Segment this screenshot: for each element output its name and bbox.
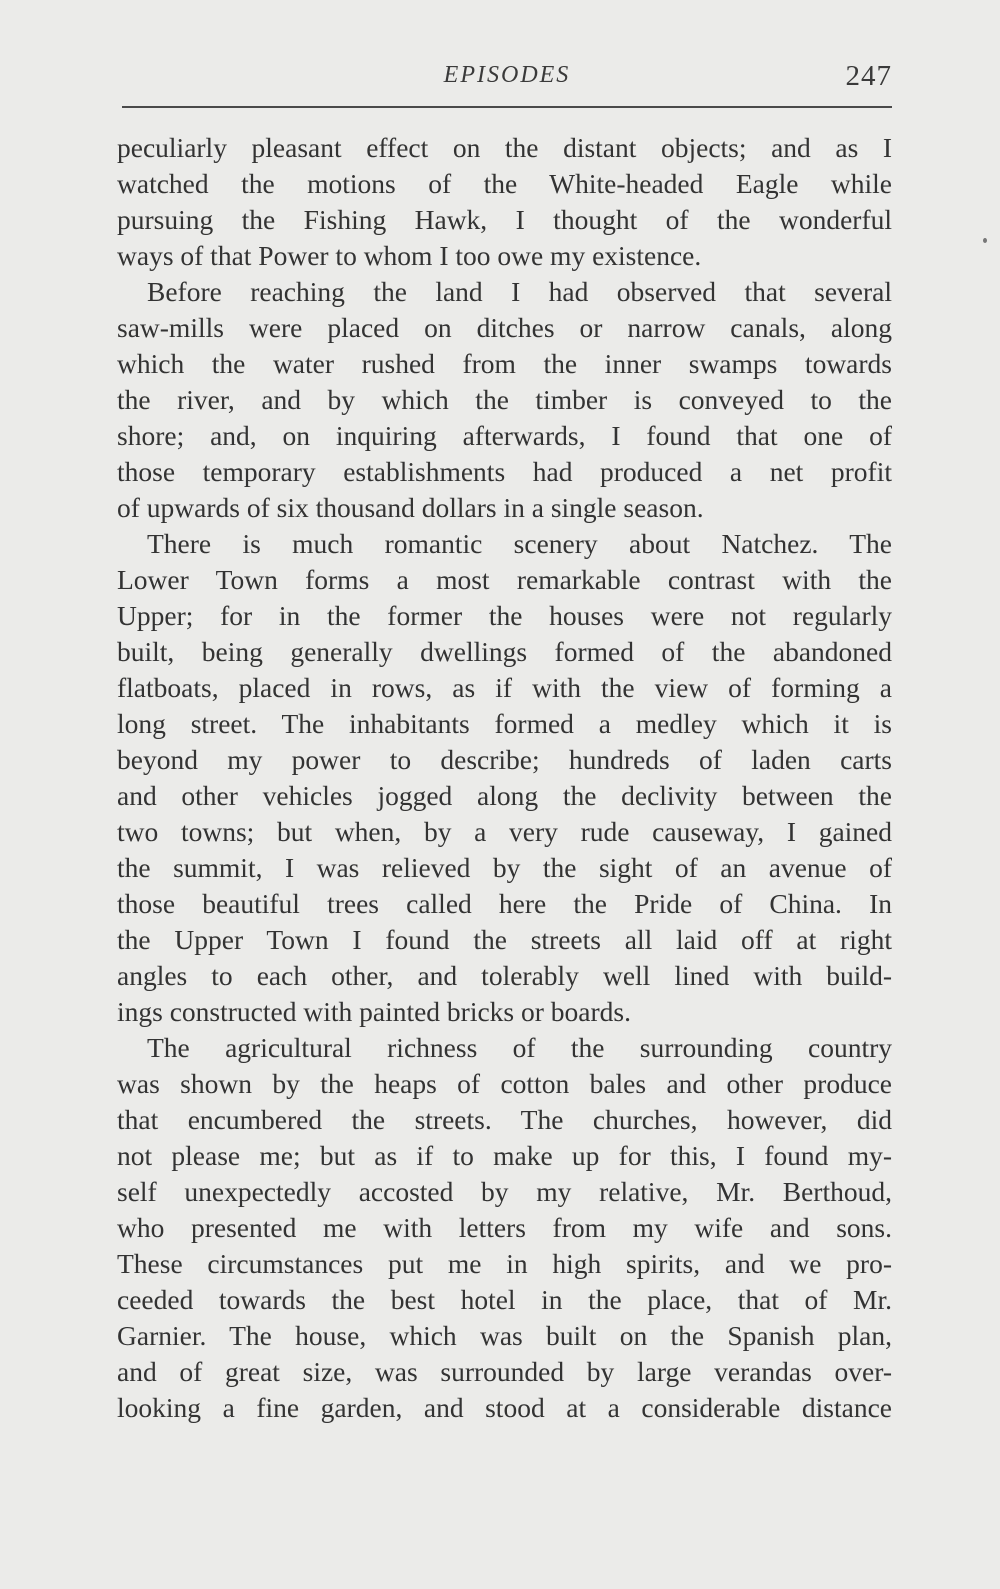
text-line: those beautiful trees called here the Pride of China. In (117, 888, 892, 919)
text-line: beyond my power to describe; hundreds of laden carts (117, 744, 892, 775)
text-line: shore; and, on inquiring afterwards, I found that one of (117, 420, 892, 451)
text-line: flatboats, placed in rows, as if with the view of forming a (117, 672, 892, 703)
text-line: angles to each other, and tolerably well lined with build- (117, 960, 892, 991)
text-line: Lower Town forms a most remarkable contrast with the (117, 564, 892, 595)
text-line: ways of that Power to whom I too owe my existence. (117, 240, 702, 271)
header-rule (122, 106, 892, 108)
text-line: that encumbered the streets. The churches, however, did (117, 1104, 892, 1135)
page-number: 247 (845, 60, 892, 92)
text-line: was shown by the heaps of cotton bales and other produce (117, 1068, 892, 1099)
text-line: long street. The inhabitants formed a medley which it is (117, 708, 892, 739)
text-line: Garnier. The house, which was built on the Spanish plan, (117, 1320, 892, 1351)
text-line: saw-mills were placed on ditches or narrow canals, along (117, 312, 892, 343)
text-line: Before reaching the land I had observed that several (147, 276, 892, 307)
text-line: the summit, I was relieved by the sight of an avenue of (117, 852, 892, 883)
text-line: The agricultural richness of the surrounding country (147, 1032, 892, 1063)
text-line: built, being generally dwellings formed of the abandoned (117, 636, 892, 667)
text-line: those temporary establishments had produced a net profit (117, 456, 892, 487)
text-line: watched the motions of the White-headed Eagle while (117, 168, 892, 199)
body-text (117, 130, 892, 1426)
text-line: Upper; for in the former the houses were not regularly (117, 600, 892, 631)
text-line: There is much romantic scenery about Natchez. The (147, 528, 892, 559)
text-line: of upwards of six thousand dollars in a single season. (117, 492, 704, 523)
running-title: EPISODES (443, 62, 571, 88)
text-line: the river, and by which the timber is conveyed to the (117, 384, 892, 415)
text-line: the Upper Town I found the streets all laid off at right (117, 924, 892, 955)
text-line: peculiarly pleasant effect on the distant objects; and as I (117, 132, 892, 163)
text-line: who presented me with letters from my wife and sons. (117, 1212, 892, 1243)
text-line: ings constructed with painted bricks or boards. (117, 996, 631, 1027)
text-line: not please me; but as if to make up for this, I found my- (117, 1140, 892, 1171)
text-line: pursuing the Fishing Hawk, I thought of the wonderful (117, 204, 892, 235)
text-line: and other vehicles jogged along the declivity between the (117, 780, 892, 811)
text-line: and of great size, was surrounded by large verandas over- (117, 1356, 892, 1387)
running-head (122, 60, 892, 96)
text-line: self unexpectedly accosted by my relative, Mr. Berthoud, (117, 1176, 892, 1207)
text-line: two towns; but when, by a very rude causeway, I gained (117, 816, 892, 847)
ink-speck (983, 238, 987, 243)
text-line: looking a fine garden, and stood at a considerable distance (117, 1392, 892, 1423)
text-line: These circumstances put me in high spirits, and we pro- (117, 1248, 892, 1279)
text-line: which the water rushed from the inner swamps towards (117, 348, 892, 379)
text-line: ceeded towards the best hotel in the place, that of Mr. (117, 1284, 892, 1315)
